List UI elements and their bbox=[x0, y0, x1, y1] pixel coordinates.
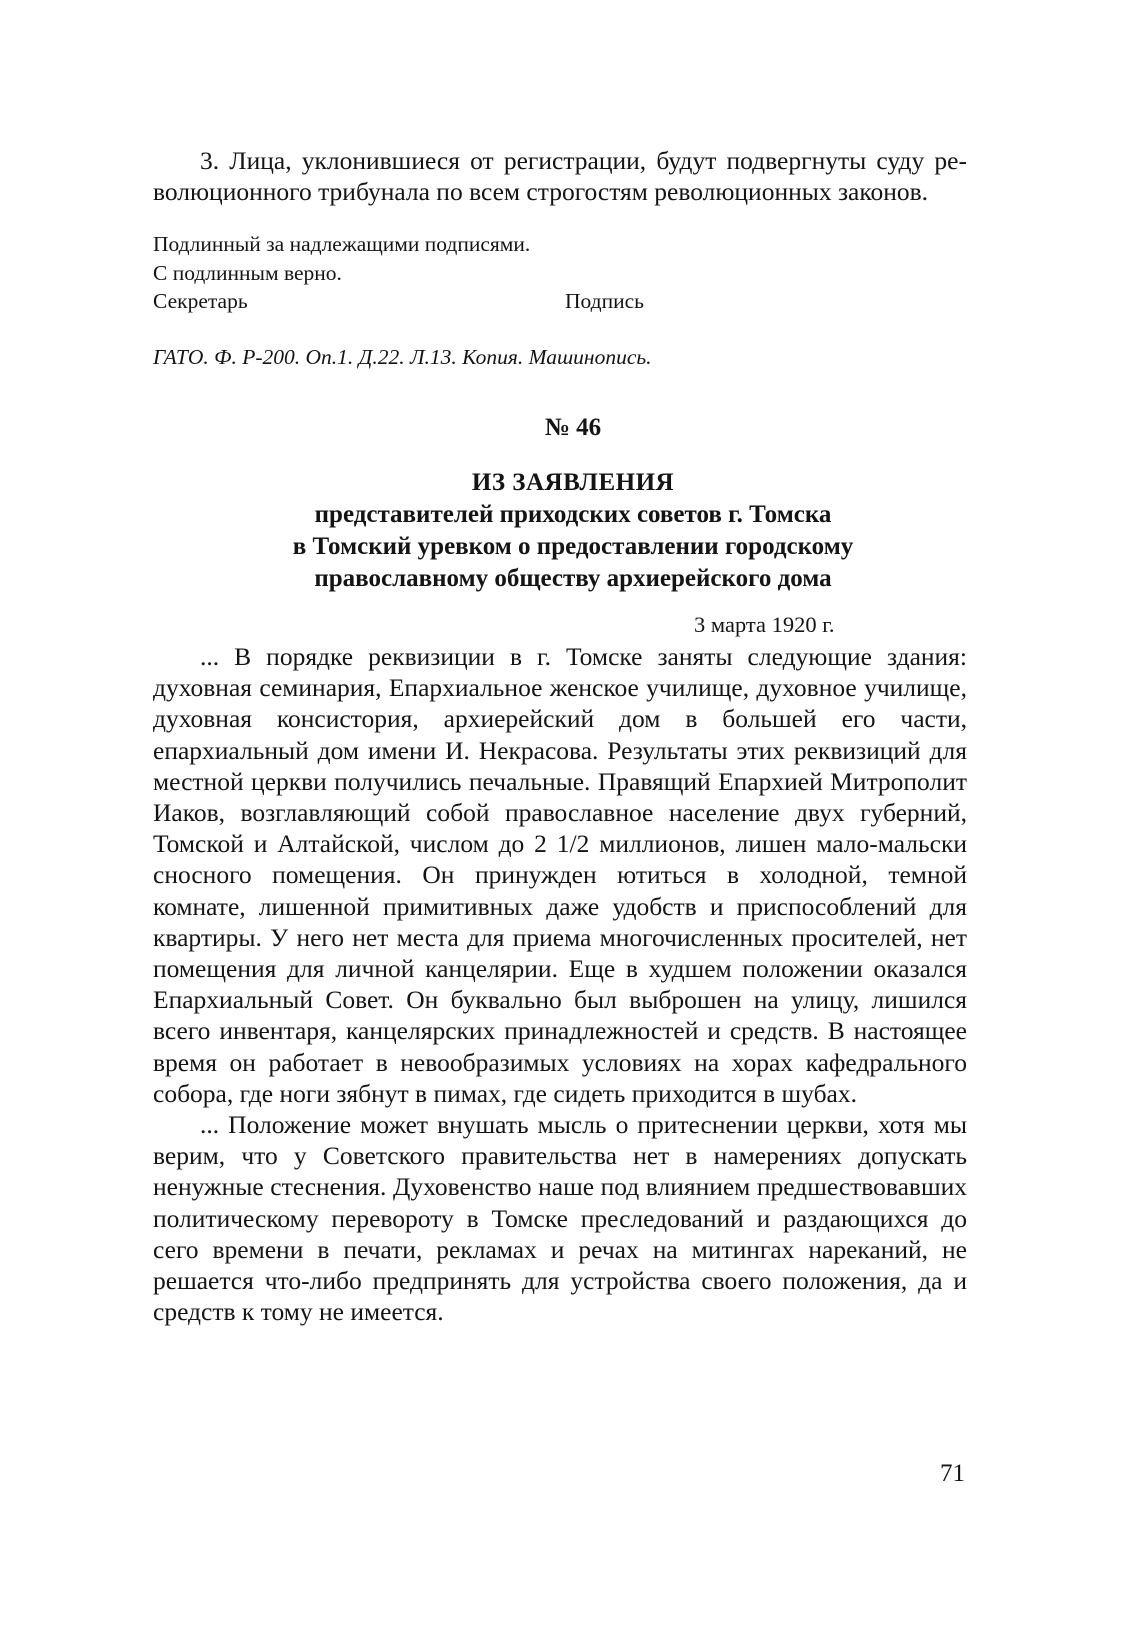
document-date: 3 марта 1920 г. bbox=[694, 612, 835, 637]
signature-line-certified: С подлинным верно. bbox=[153, 260, 342, 285]
secretary-label: Секретарь bbox=[153, 289, 248, 313]
page-number: 71 bbox=[940, 1460, 965, 1487]
document-title: ИЗ ЗАЯВЛЕНИЯ bbox=[471, 469, 675, 496]
signature-label: Подпись bbox=[565, 289, 644, 313]
intro-block bbox=[153, 145, 967, 207]
body-paragraph-1: ... В порядке реквизиции в г. Томске заняты следующие здания: духовная семинария, Епархиальное женское училище, духовное училище, духовная консистория, архиерейский дом в большей его части, епархиальный дом имени И. Некрасова. Результаты этих реквизиций для местной церкви получились печальные. Правящий Епархией Митрополит Иаков, возглавляющий собой православное население двух губерний, Томской и Алтайской, числом до 2 1/2 миллионов, лишен мало-мальски сносного помещения. Он принужден ютиться в холодной, темной комнате, лишенной примитивных даже удобств и приспособлений для квартиры. У него нет места для приема многочисленных просителей, нет помещения для личной канцелярии. Еще в худшем положении оказался Епархиальный Совет. Он буквально был выброшен на улицу, лишился всего инвентаря, канцелярских принадлежностей и средств. В настоящее время он работает в невообразимых условиях на хорах кафедрального собора, где ноги зябнут в пимах, где сидеть приходится в шубах. bbox=[153, 642, 967, 1108]
document-subtitle-line-1: представителей приходских советов г. Томска bbox=[314, 501, 832, 528]
document-heading bbox=[0, 467, 1146, 595]
intro-paragraph: 3. Лица, уклонившиеся от регистрации, будут подвергнуты суду революционного трибунала по всем строгостям революционных законов. bbox=[153, 146, 967, 207]
signature-block bbox=[153, 230, 967, 316]
document-body bbox=[153, 641, 967, 1327]
archive-source-note: ГАТО. Ф. Р-200. Оп.1. Д.22. Л.13. Копия. Машинопись. bbox=[153, 345, 652, 369]
document-subtitle-line-2: в Томский уревком о предоставлении городскому bbox=[292, 533, 854, 560]
signature-row bbox=[153, 287, 967, 316]
source-block bbox=[153, 343, 967, 371]
document-number: № 46 bbox=[544, 414, 602, 441]
signature-line-original: Подлинный за надлежащими подписями. bbox=[153, 232, 531, 256]
document-subtitle-line-3: православному обществу архиерейского дома bbox=[314, 565, 832, 592]
body-paragraph-2: ... Положение может внушать мысль о притеснении церкви, хотя мы верим, что у Советского правительства нет в намерениях допускать ненужные стеснения. Духовенство наше под влиянием предшествовавших политическому перевороту в Томске преследований и раздающихся до сего времени в печати, рекламах и речах на митингах нареканий, не решается что-либо предпринять для устройства своего положения, да и средств к тому не имеется. bbox=[153, 1110, 967, 1327]
